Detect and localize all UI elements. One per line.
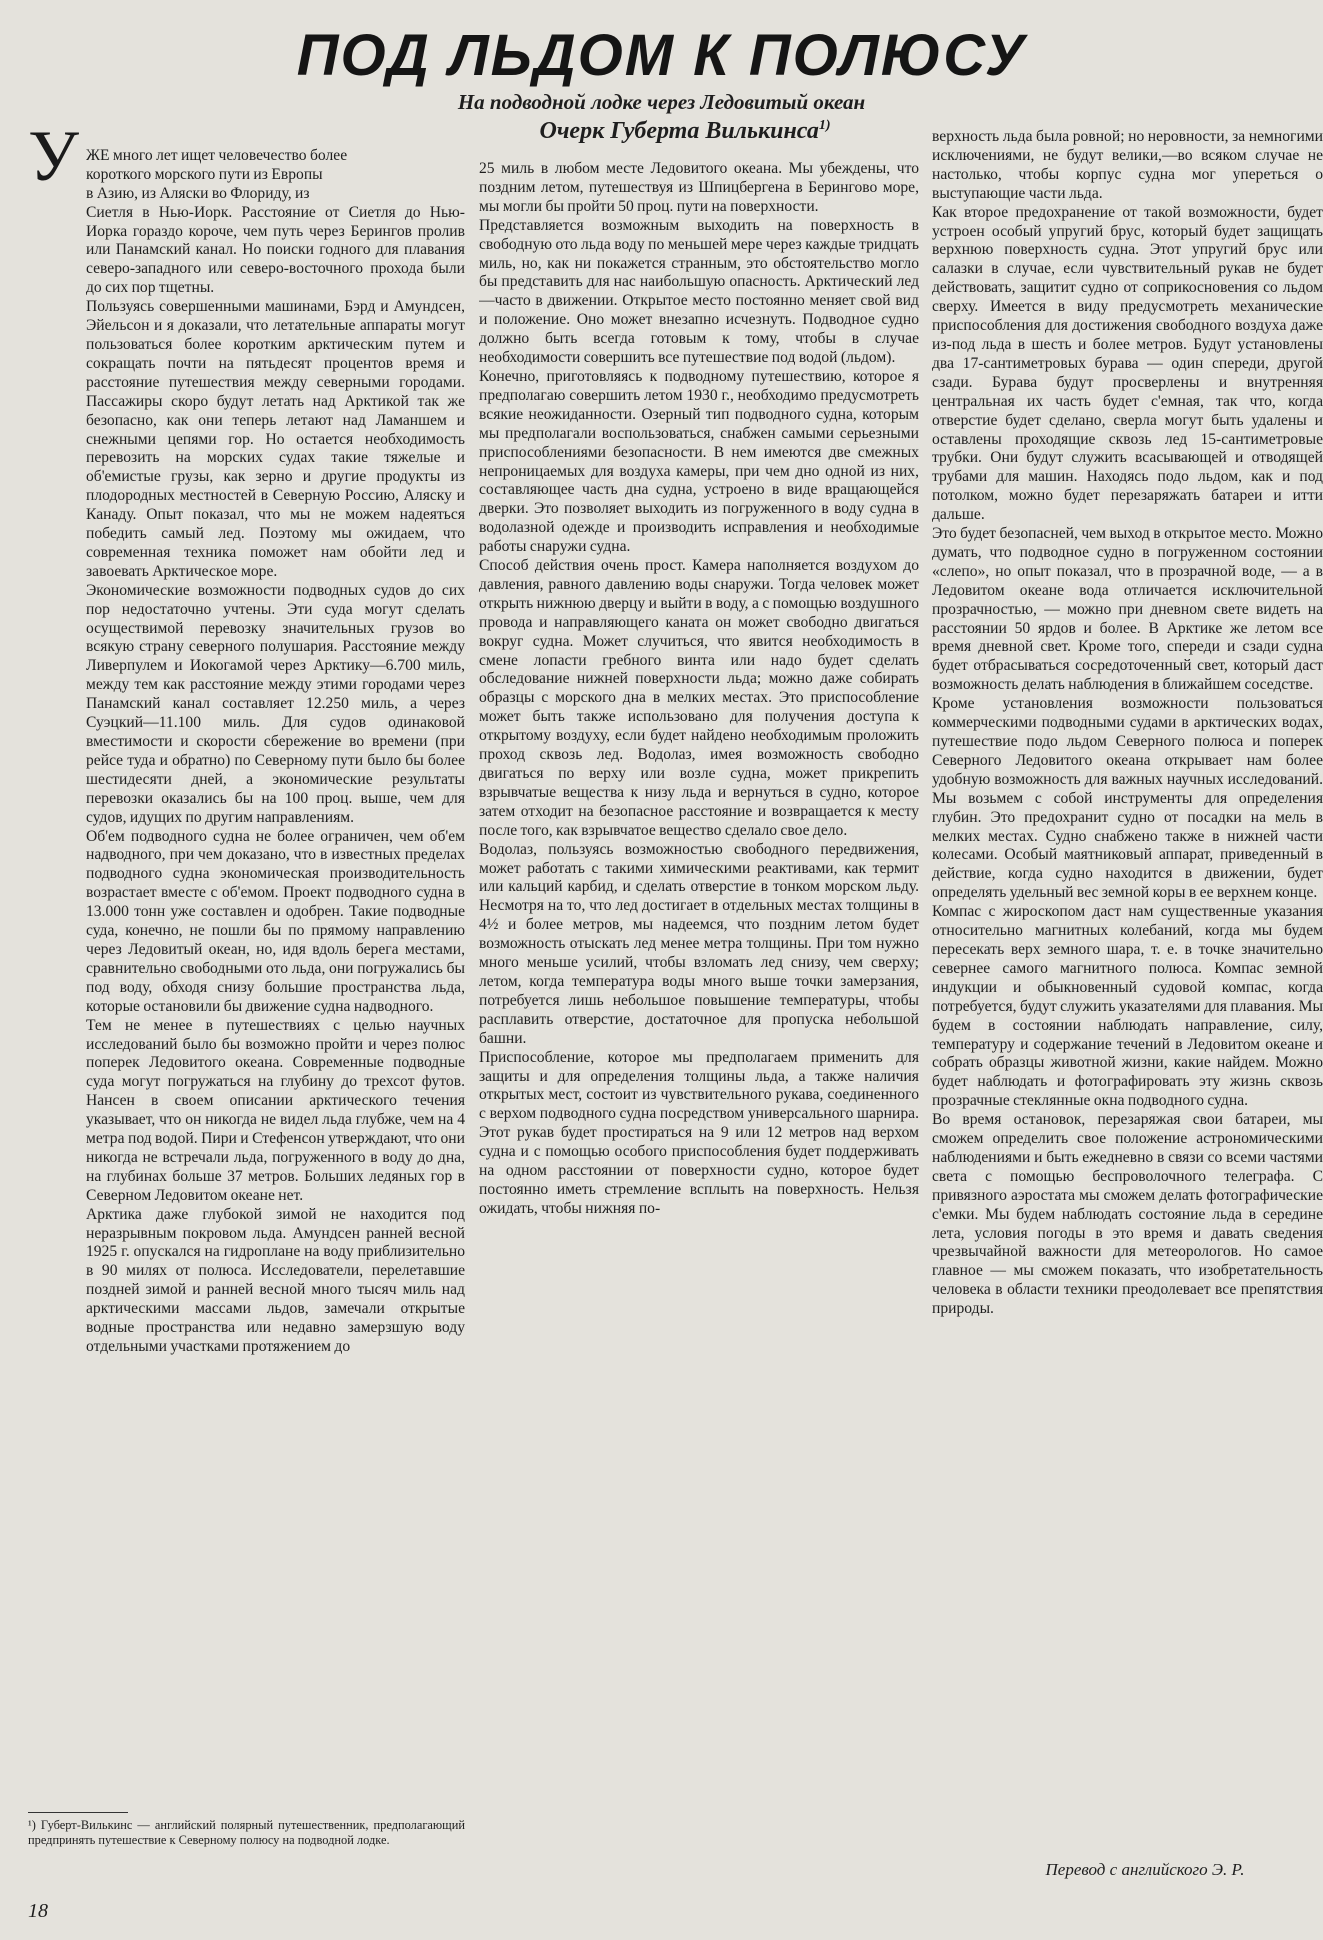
author-footnote-marker: 1) [818,118,831,133]
footnote-rule [28,1812,128,1813]
text-column-2: 25 миль в любом месте Ледовитого океана. Мы убеждены, что поздним летом, путешествуя из Шпицбергена в Берингово море, мы могли бы пройти 50 проц. пути на поверхности. Представляется возможным выходить на поверхность в свободную ото льда воду по меньшей мере через каждые тридцать миль, но, как ни покажется странным, это обстоятельство могло бы представить для нас наибольшую опасность. Арктический лед—часто в движении. Открытое место постоянно меняет свой вид и положение. Оно может внезапно исчезнуть. Подводное судно должно быть всегда готовым к тому, чтобы в случае необходимости совершить все путешествие под водой (льдом). Конечно, приготовляясь к подводному путешествию, которое я предполагаю совершить летом 1930 г., необходимо предусмотреть всякие неожиданности. Озерный тип подводного судна, которым мы предполагали воспользоваться, снабжен самыми серьезными приспособлениями безопасности. В нем имеются две смежных непроницаемых для воздуха камеры, при чем дно одной из них, составляющее часть дна судна, устроено в виде вращающейся дверки. Это позволяет выходить из погруженного в воду судна в водолазной одежде и производить исправления и необходимые работы снаружи судна. Способ действия очень прост. Камера наполняется воздухом до давления, равного давлению воды снаружи. Тогда человек может открыть нижнюю дверцу и выйти в воду, а с помощью воздушного провода и направляющего каната он может свободно двигаться вокруг судна. Может случиться, что явится необходимость в смене лопасти гребного винта или надо будет сделать обследование нижней поверхности льда; можно даже собирать образцы с морского дна в мелких местах. Это приспособление может быть также использовано для получения доступа к открытому воздуху, если будет найдено необходимым проложить проход сквозь лед. Водолаз, имея возможность свободно двигаться по верху или возле судна, может прикрепить взрывчатые вещества к низу льда и вернуться в судно, которое затем отходит на безопасное расстояние и возвращается к месту после того, как взрывчатое вещество сделало свое дело. Водолаз, пользуясь возможностью свободного передвижения, может работать с такими химическими реактивами, как термит или кальций карбид, и сделать отверстие в тонком морском льду. Несмотря на то, что лед достигает в отдельных местах толщины в 4½ и более метров, мы надеемся, что поздним летом будет возможность отыскать лед менее метра толщины. При том нужно много меньше усилий, чтобы взломать лед снизу, чем сверху; летом, когда температура воды много выше точки замерзания, потребуется лишь небольшое повышение температуры, чтобы расплавить отверстие, достаточное для пропуска небольшой башни. Приспособление, которое мы предполагаем применить для защиты и для определения толщины льда, а также наличия открытых мест, состоит из чувствительного рукава, соединенного с верхом подводного судна посредством универсального шарнира. Этот рукав будет простираться на 9 или 12 метров над верхом судна и с помощью особого приспособления будет поддерживать на одном расстоянии от поверхности судно, которое будет постоянно иметь стремление всплыть на поверхность. Нельзя ожидать, чтобы нижняя по- [479,160,919,1217]
drop-cap: У [28,116,79,196]
article-title: ПОД ЛЬДОМ К ПОЛЮСУ [296,23,1027,88]
footnote: ¹) Губерт-Вилькинс — английский полярный путешественник, предполагающий предпринять путешествие к Северному полюсу на подводной лодке. [28,1818,465,1847]
article-subtitle: На подводной лодке через Ледовитый океан [457,90,866,114]
translation-credit: Перевод с английского Э. Р. [1045,1860,1245,1879]
page-number: 18 [28,1900,48,1922]
column-1-text: ЖЕ много лет ищет человечество более короткого морского пути из Европы в Азию, из Аляски во Флориду, из Сиетля в Нью-Иорк. Расстояние от Сиетля до Нью-Иорка гораздо короче, чем путь через Берингов пролив или Панамский канал. Но поиски годного для плавания северо-западного или северо-восточного прохода были до сих пор тщетны. Пользуясь совершенными машинами, Бэрд и Амундсен, Эйельсон и я доказали, что летательные аппараты могут пользоваться более коротким арктическим путем и сокращать почти на пятьдесят процентов время и расстояние путешествия между северными городами. Пассажиры скоро будут летать над Арктикой так же безопасно, как они теперь летают над Ламаншем и снежными цепями гор. Но остается необходимость перевозить на морских судах такие тяжелые и об'емистые грузы, как зерно и другие продукты из плодородных местностей в Северную Россию, Аляску и Канаду. Опыт показал, что мы не можем надеяться победить самый лед. Поэтому мы ожидаем, что современная техника поможет нам обойти лед и завоевать Арктическое море. Экономические возможности подводных судов до сих пор недостаточно учтены. Эти суда могут сделать осуществимой перевозку значительных грузов во всякую страну северного полушария. Расстояние между Ливерпулем и Иокогамой через Арктику—6.700 миль, между тем как расстояние между этими городами через Панамский канал составляет 12.250 миль, а через Суэцкий—11.100 миль. Для судов одинаковой вместимости и скорости сбережение во времени (при рейсе туда и обратно) по Северному пути было бы более шестидесяти дней, а экономические результаты перевозки оказались бы на 100 проц. выше, чем для судов, идущих по другим направлениям. Об'ем подводного судна не более ограничен, чем об'ем надводного, при чем доказано, что в известных пределах подводного судна экономическая производительность возрастает вместе с об'емом. Проект подводного судна в 13.000 тонн уже составлен и одобрен. Такие подводные суда, конечно, не пошли бы по прямому направлению через Ледовитый океан, но, идя вдоль берега местами, сравнительно свободными ото льда, они погружались бы под воду, обходя снизу большие пространства льда, которые остановили бы движение судна надводного. Тем не менее в путешествиях с целью научных исследований было бы возможно пройти и через полюс поперек Ледовитого океана. Современные подводные суда могут погружаться на глубину до трехсот футов. Нансен в своем описании арктического течения указывает, что он никогда не видел льда глубже, чем на 4 метра под водой. Пири и Стефенсон утверждают, что они никогда не встречали льда, погруженного в воду до дна, на глубинах больше 37 метров. Больших ледяных гор в Северном Ледовитом океане нет. Арктика даже глубокой зимой не находится под неразрывным покровом льда. Амундсен ранней весной 1925 г. опускался на гидроплане на воду приблизительно в 90 милях от полюса. Исследователи, перелетавшие поздней зимой и ранней весной много тысяч миль над арктическими массами льдов, замечали открытые водные пространства или недавно замерзшую воду отдельными участками протяжением до [86,146,465,1355]
author-name: Очерк Губерта Вилькинса [539,118,819,144]
article-author [470,118,900,145]
text-column-3: верхность льда была ровной; но неровности, за немногими исключениями, не будут велики,—во всяком случае не настолько, чтобы корпус судна мог упереться о выступающие части льда. Как второе предохранение от такой возможности, будет устроен особый упругий брус, который будет защищать верхнюю поверхность судна. Этот упругий брус или салазки в случае, если чувствительный рукав не будет действовать, защитит судно от соприкосновения со льдом сверху. Имеется в виду предусмотреть механические приспособления для достижения свободного воздуха даже из-под льда в шесть и более метров. Будут установлены два 17-сантиметровых бурава — один спереди, другой сзади. Бурава будут просверлены и внутренняя центральная их часть будет с'емная, так что, когда отверстие будет сделано, сверла могут быть удалены и оставлены проходящие сквозь лед 15-сантиметровые трубки. Они будут служить всасывающей и отводящей трубами для машин. Находясь подо льдом, как и под потолком, можно будет перезаряжать батареи и итти дальше. Это будет безопасней, чем выход в открытое место. Можно думать, что подводное судно в погруженном состоянии «слепо», но опыт показал, что в прозрачной воде, — а в Ледовитом океане вода отличается исключительной прозрачностью, — можно при дневном свете видеть на расстоянии 50 ярдов и более. В Арктике же летом все время дневной свет. Кроме того, спереди и сзади судна будет отбрасываться сосредоточенный свет, который даст возможность делать наблюдения в ближайшем соседстве. Кроме установления возможности пользоваться коммерческими подводными судами в арктических водах, путешествие подо льдом Северного полюса и поперек Северного Ледовитого океана открывает нам более удобную возможность для важных научных исследований. Мы возьмем с собой инструменты для определения глубин. Это предохранит судно от посадки на мель в мелких местах. Судно снабжено также в нижней части колесами. Особый маятниковый аппарат, приведенный в действие, когда судно находится в движении, будет определять удельный вес земной коры в ее верхнем конце. Компас с жироскопом даст нам существенные указания относительно магнитных колебаний, когда мы будем пересекать верх земного шара, т. е. в точке значительно севернее самого магнитного полюса. Компас земной индукции и обыкновенный судовой компас, когда потребуется, будут служить указателями для плавания. Мы будем в состоянии наблюдать направление, силу, температуру и содержание течений в Ледовитом океане и собрать образцы животной жизни, какие найдем. Можно будет наблюдать и фотографировать эту жизнь сквозь прозрачные стеклянные окна подводного судна. Во время остановок, перезаряжая свои батареи, мы сможем определить свое положение астрономическими наблюдениями и быть ежедневно в связи со всеми частями света с помощью беспроволочного телеграфа. С привязного аэростата мы сможем делать фотографические с'емки. Мы будем наблюдать состояние льда в середине лета, условия погоды в это время и давать сведения чрезвычайной важности для метеорологов. Но самое главное — мы сможем показать, что изобретательность человека в области техники преодолевает все препятствия природы. [932,128,1323,1318]
text-column-1 [28,128,465,1810]
